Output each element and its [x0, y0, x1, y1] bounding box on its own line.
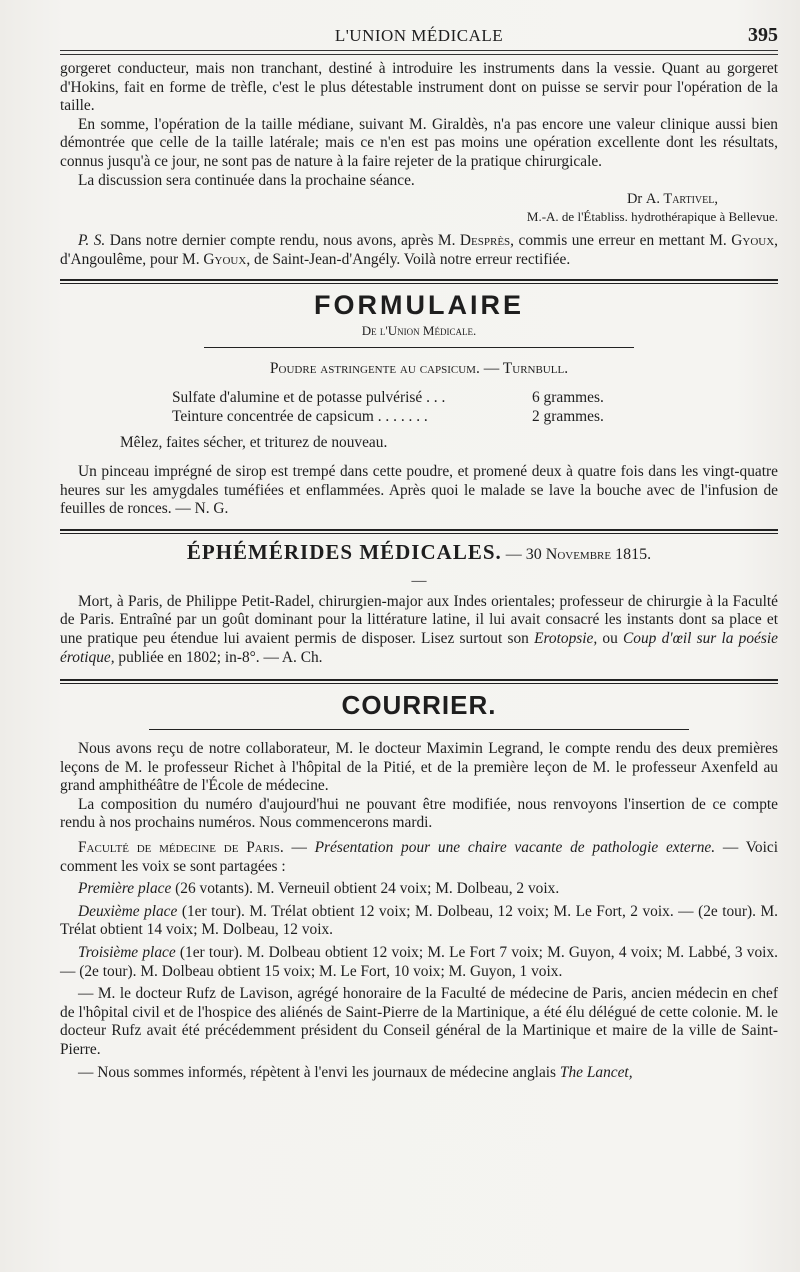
ps-text: , de Saint-Jean-d'Angély. Voilà notre erreur rectifiée. — [246, 250, 571, 268]
ps-text: , d'Angoulême, pour M. — [60, 232, 779, 268]
ephemerides-date: — 30 Novembre 1815. — [505, 545, 652, 563]
formulaire-rule — [204, 347, 634, 348]
ephemerides-body: ou — [597, 629, 624, 647]
ingredient-row — [172, 388, 778, 407]
ingredient-name: Teinture concentrée de capsicum . . . . . . . — [172, 408, 428, 426]
faculte-label: Faculté de médecine de Paris. — [78, 839, 284, 857]
vote-place-1 — [60, 880, 778, 899]
ingredient-name: Sulfate d'alumine et de potasse pulvérisé . . . — [172, 389, 446, 407]
place-label: Troisième place — [78, 944, 176, 962]
place-text: (1er tour). M. Dolbeau obtient 12 voix; M. Le Fort 7 voix; M. Guyon, 4 voix; M. Labbé, 3 voix. — (2e tour). M. Dolbeau obtient 15 voix; M. Le Fort, 10 voix; M. Guyon, 1 voix. — [60, 944, 778, 980]
place-text: (26 votants). M. Verneuil obtient 24 voix; M. Dolbeau, 2 voix. — [171, 880, 560, 898]
rufz-paragraph: — M. le docteur Rufz de Lavison, agrégé honoraire de la Faculté de médecine de Paris, ancien médecin en chef de l'hôpital civil et de l'hospice des aliénés de Saint-Pierre de la Martinique, a été élu délégué de cette colonie. M. le docteur Rufz avait été précédemment président du Conseil général de la Martinique et maire de la ville de Saint-Pierre. — [60, 985, 778, 1058]
formulaire-title: FORMULAIRE — [314, 290, 524, 321]
section-divider — [60, 529, 778, 534]
ingredient-row — [172, 407, 778, 426]
signature-name: A. Tartivel, — [645, 191, 718, 208]
ps-name: Gyoux — [731, 232, 775, 250]
place-label: Première place — [78, 880, 172, 898]
intro-paragraph-2: En somme, l'opération de la taille médiane, suivant M. Giraldès, n'a pas encore une valeur clinique aussi bien démontrée que celle de la taille latérale; mais ce n'en est pas moins une opération excellente dont les résultats, connus jusqu'à ce jour, ne sont pas de nature à la faire rejeter de la pratique chirurgicale. — [60, 115, 778, 170]
section-divider — [60, 279, 778, 284]
courrier-paragraph: La composition du numéro d'aujourd'hui ne pouvant être modifiée, nous renvoyons l'insertion de ce compte rendu à nos prochains numéros. Nous commencerons mardi. — [60, 795, 778, 832]
ephemerides-body: Mort, à Paris, de Philippe Petit-Radel, chirurgien-major aux Indes orientales; professeur de chirurgie à la Faculté de Paris. Entraîné par un goût dominant pour la littérature latine, il lui avait consacré les instants dont sa place et une pratique peu étendue lui avaient permis de disposer. Lisez surtout son — [60, 592, 778, 647]
recipe-instruction: Mêlez, faites sécher, et triturez de nouveau. — [120, 434, 388, 452]
page-number: 395 — [748, 24, 778, 46]
work-title: Erotopsie, — [534, 629, 598, 647]
ps-text: , commis une erreur en mettant M. — [510, 232, 732, 250]
ingredient-qty: 6 grammes. — [532, 389, 604, 407]
faculte-paragraph — [60, 839, 778, 876]
running-header — [60, 22, 778, 51]
ephemerides-body: publiée en 1802; in-8°. — A. Ch. — [114, 648, 323, 666]
signature-affiliation: M.-A. de l'Établiss. hydrothérapique à Bellevue. — [526, 209, 778, 225]
ps-name: Gyoux — [203, 250, 247, 268]
ps-name: Desprès — [459, 232, 511, 250]
ephemerides-dash: — — [411, 572, 427, 589]
vote-place-2 — [60, 903, 778, 940]
signature — [60, 190, 718, 208]
signature-prefix: Dr — [626, 191, 646, 208]
place-text: (1er tour). M. Trélat obtient 12 voix; M. Dolbeau, 12 voix; M. Le Fort, 2 voix. — (2e tour). M. Trélat obtient 14 voix; M. Dolbeau, 12 voix. — [60, 902, 778, 939]
faculte-dash: — — [283, 839, 315, 857]
ephemerides-title: ÉPHÉMÉRIDES MÉDICALES. — [186, 539, 502, 564]
intro-paragraph-1: gorgeret conducteur, mais non tranchant, destiné à introduire les instruments dans la vessie. Quant au gorgeret d'Hokins, fait en forme de trèfle, c'est le plus détestable instrument dont on puisse se servir pour l'opération de la taille. — [60, 60, 778, 115]
ingredient-qty: 2 grammes. — [532, 408, 604, 426]
formulaire-subtitle: De l'Union Médicale. — [361, 323, 477, 339]
recipe-title: Poudre astringente au capsicum. — Turnbull. — [269, 360, 569, 378]
ps-label: P. S. — [78, 232, 106, 250]
ps-text: Dans notre dernier compte rendu, nous avons, après M. — [105, 232, 460, 250]
vote-place-3 — [60, 944, 778, 981]
faculte-topic: Présentation pour une chaire vacante de pathologie externe. — [314, 839, 716, 857]
courrier-rule — [149, 729, 689, 730]
place-label: Deuxième place — [78, 902, 178, 920]
last-text: — Nous sommes informés, répètent à l'envi les journaux de médecine anglais — [78, 1063, 560, 1081]
ephemerides-heading — [60, 540, 778, 565]
faculte-text: — Voici comment les voix se sont partagées : — [60, 839, 779, 875]
courrier-title: COURRIER. — [341, 690, 497, 721]
courrier-paragraph: Nous avons reçu de notre collaborateur, M. le docteur Maximin Legrand, le compte rendu des deux premières leçons de M. le professeur Richet à l'hôpital de la Pitié, et de la première leçon de M. le professeur Axenfeld au grand amphithéâtre de l'École de médecine. — [60, 740, 778, 795]
running-title: L'UNION MÉDICALE — [334, 26, 504, 45]
work-title: Coup d'œil sur la poésie érotique, — [60, 629, 778, 666]
last-paragraph — [60, 1064, 778, 1083]
intro-paragraph-3: La discussion sera continuée dans la prochaine séance. — [78, 171, 415, 189]
ephemerides-text — [60, 593, 778, 667]
journal-name: The Lancet, — [559, 1063, 633, 1081]
recipe-usage: Un pinceau imprégné de sirop est trempé dans cette poudre, et promené deux à quatre fois dans les vingt-quatre heures sur les amygdales tuméfiées et enflammées. Après quoi le malade se lave la bouche avec de l'infusion de feuilles de ronces. — N. G. — [60, 462, 778, 518]
postscript — [60, 232, 778, 269]
section-divider — [60, 679, 778, 684]
